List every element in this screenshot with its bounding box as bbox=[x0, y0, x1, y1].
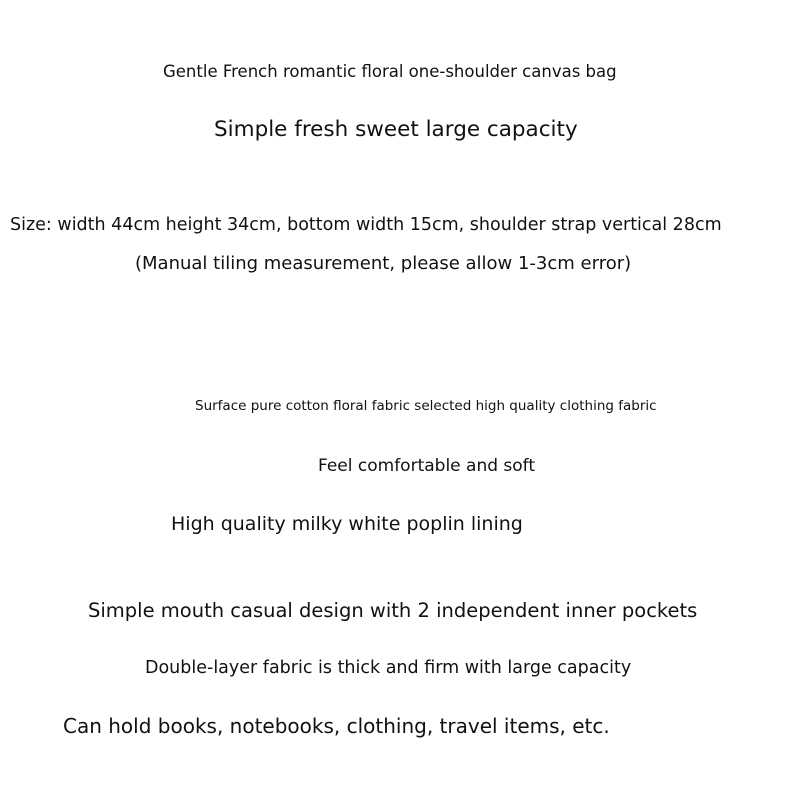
lining-description: High quality milky white poplin lining bbox=[171, 513, 523, 535]
product-title: Gentle French romantic floral one-shoulder canvas bag bbox=[163, 62, 617, 81]
usage-description: Can hold books, notebooks, clothing, travel items, etc. bbox=[63, 714, 610, 738]
fabric-description: Surface pure cotton floral fabric selected high quality clothing fabric bbox=[195, 398, 657, 414]
product-tagline: Simple fresh sweet large capacity bbox=[214, 117, 578, 142]
measurement-note: (Manual tiling measurement, please allow 1-3cm error) bbox=[135, 253, 632, 274]
capacity-description: Double-layer fabric is thick and firm with large capacity bbox=[145, 658, 632, 678]
feel-description: Feel comfortable and soft bbox=[318, 456, 536, 476]
design-description: Simple mouth casual design with 2 independent inner pockets bbox=[88, 599, 698, 622]
size-spec: Size: width 44cm height 34cm, bottom width 15cm, shoulder strap vertical 28cm bbox=[10, 215, 722, 235]
